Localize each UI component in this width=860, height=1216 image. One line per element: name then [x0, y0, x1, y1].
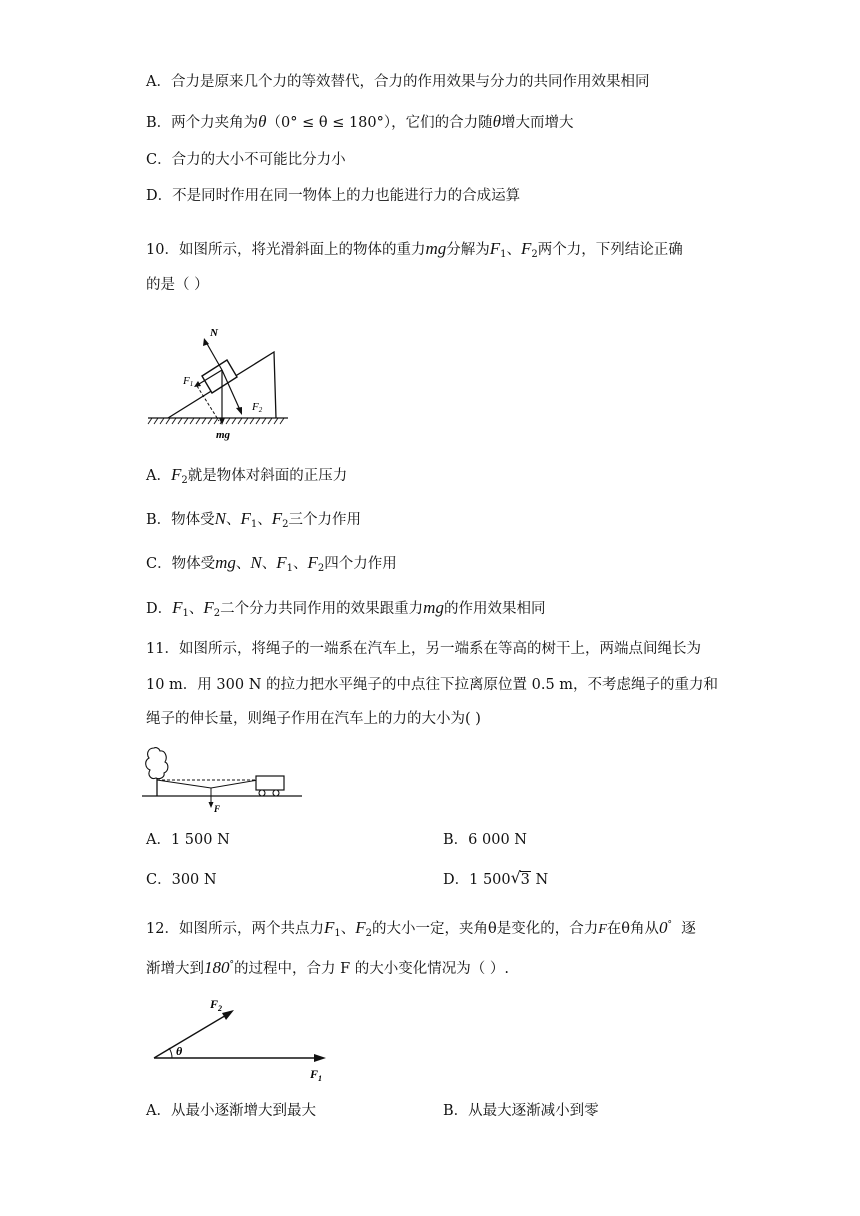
f2-symbol: F [355, 917, 366, 937]
option-d-label: D． [146, 601, 173, 617]
q12-stem-a: 12．如图所示，两个共点力 [146, 920, 324, 937]
q12-stem-d: 逐 [681, 920, 696, 937]
q9-option-b-range: （0° ≤ θ ≤ 180°） [266, 115, 392, 131]
q11-stem-line2: 10 m．用 300 N 的拉力把水平绳子的中点往下拉离原位置 0.5 m，不考虑绳子的重力和 [146, 677, 719, 693]
q9-option-b [146, 112, 574, 133]
mg-symbol: mg [425, 239, 447, 258]
f2-vector [154, 1014, 228, 1058]
separator: 、 [188, 601, 204, 617]
q10-option-d [146, 598, 545, 624]
n180-value: 180 [204, 957, 230, 977]
mg-symbol: mg [423, 598, 444, 617]
q10-stem-line1 [146, 239, 683, 265]
q10-option-a [146, 465, 347, 491]
pulled-rope [157, 780, 258, 788]
theta-symbol: θ [492, 112, 501, 131]
f1-label: $F_1$ [310, 1067, 323, 1083]
f2-symbol: F [170, 465, 182, 484]
f1-symbol: F [240, 509, 251, 528]
subscript: 2 [531, 249, 538, 260]
subscript: 1 [182, 608, 189, 619]
f1-symbol: F [489, 239, 501, 258]
subscript: 1 [250, 519, 258, 530]
n-symbol: N [214, 509, 226, 528]
separator: 、 [235, 556, 251, 572]
subscript: 2 [282, 519, 289, 530]
q10-option-c [146, 553, 397, 579]
rope-car-figure [140, 740, 304, 816]
subscript: 1 [286, 563, 293, 574]
option-d-text: 二个分力共同作用的效果跟重力 [220, 601, 424, 617]
option-a-text: 就是物体对斜面的正压力 [187, 468, 348, 484]
q11-stem-line3: 绳子的伸长量，则绳子作用在汽车上的力的大小为( ) [146, 711, 481, 727]
separator: 、 [226, 512, 241, 528]
angle-arc [169, 1048, 172, 1058]
q12-option-b: B．从最大逐渐减小到零 [443, 1103, 599, 1119]
f-label: F [214, 804, 221, 814]
f1-symbol: F [323, 917, 335, 937]
q9-option-c: C．合力的大小不可能比分力小 [146, 152, 346, 168]
q11-stem-line1: 11．如图所示，将绳子的一端系在汽车上，另一端系在等高的树干上，两端点间绳长为 [146, 641, 701, 657]
q9-option-b-prefix: B．两个力夹角为 [146, 115, 259, 131]
n-symbol: N [250, 553, 262, 572]
option-d-unit: N [535, 872, 549, 888]
option-d-tail: 的作用效果相同 [443, 601, 546, 617]
angle-vectors-figure [148, 990, 338, 1086]
subscript: 2 [317, 563, 325, 574]
q12-stem-line1 [146, 915, 696, 944]
mg-symbol: mg [215, 553, 236, 572]
option-b-text: 三个力作用 [288, 512, 362, 528]
separator: 、 [340, 920, 356, 937]
q12-option-a: A．从最小逐渐增大到最大 [146, 1103, 316, 1119]
q9-option-a: A．合力是原来几个力的等效替代，合力的作用效果与分力的共同作用效果相同 [146, 74, 650, 90]
degree-symbol: ° [229, 960, 234, 970]
n-label: N [210, 327, 218, 339]
f1-symbol: F [172, 598, 183, 617]
f2-label: $F_2$ [210, 997, 223, 1013]
q9-option-d: D．不是同时作用在同一物体上的力也能进行力的合成运算 [146, 188, 521, 204]
separator: 、 [261, 556, 277, 572]
q12-stem-line2 [146, 955, 509, 979]
f2-symbol: F [271, 509, 283, 528]
f2-label: F2 [252, 401, 263, 414]
theta-label: θ [176, 1044, 183, 1058]
option-c-text: 四个力作用 [324, 556, 397, 572]
f1-label: F1 [183, 375, 194, 388]
normal-force-arrow [206, 342, 222, 370]
degree-symbol: ° [667, 920, 673, 930]
q10-stem-c: 两个力，下列结论正确 [537, 242, 683, 258]
q9-option-b-tail: 增大而增大 [501, 115, 574, 131]
option-b-label: B．物体受 [146, 512, 215, 528]
car-wheel [273, 790, 279, 796]
option-c-label: C．物体受 [146, 556, 216, 572]
q10-stem-a: 10．如图所示，将光滑斜面上的物体的重力 [146, 242, 426, 258]
q12-stem2-a: 渐增大到 [146, 960, 204, 977]
separator: 、 [257, 512, 272, 528]
q10-stem-line2: 的是（ ） [146, 277, 209, 293]
q11-option-b: B．6 000 N [443, 832, 527, 848]
option-a-label: A． [146, 468, 171, 484]
q10-stem-b: 分解为 [446, 242, 490, 258]
f1-symbol: F [276, 553, 287, 572]
q9-option-b-suffix: ，它们的合力随 [391, 115, 493, 131]
f-symbol: F [598, 921, 607, 937]
q11-option-c: C．300 N [146, 872, 217, 888]
subscript: 1 [500, 249, 507, 260]
q12-stem2-b: 的过程中，合力 F 的大小变化情况为（ ）. [234, 960, 509, 977]
f2-symbol: F [307, 553, 318, 572]
incline-figure [146, 322, 296, 442]
zero-value: 0 [659, 917, 668, 937]
sqrt-symbol: √ 3 [510, 868, 530, 888]
mg-label: mg [216, 429, 231, 441]
ground-hatch [148, 418, 284, 424]
separator: 、 [506, 242, 521, 258]
option-d-value: D．1 500 [443, 872, 511, 888]
q11-option-a: A．1 500 N [146, 832, 230, 848]
q12-stem-c: 在θ角从 [606, 920, 660, 937]
q10-option-b [146, 509, 361, 535]
separator: 、 [293, 556, 308, 572]
q12-stem-b: 的大小一定，夹角θ是变化的，合力 [371, 920, 599, 937]
subscript: 2 [213, 608, 221, 619]
f2-symbol: F [521, 239, 532, 258]
subscript: 1 [334, 927, 341, 939]
f2-symbol: F [203, 598, 214, 617]
tree-icon [146, 748, 168, 779]
q11-option-d [443, 870, 548, 890]
car-wheel [259, 790, 265, 796]
subscript: 2 [181, 475, 188, 486]
subscript: 2 [365, 927, 372, 939]
car-icon [256, 776, 284, 790]
theta-symbol: θ [258, 112, 267, 131]
